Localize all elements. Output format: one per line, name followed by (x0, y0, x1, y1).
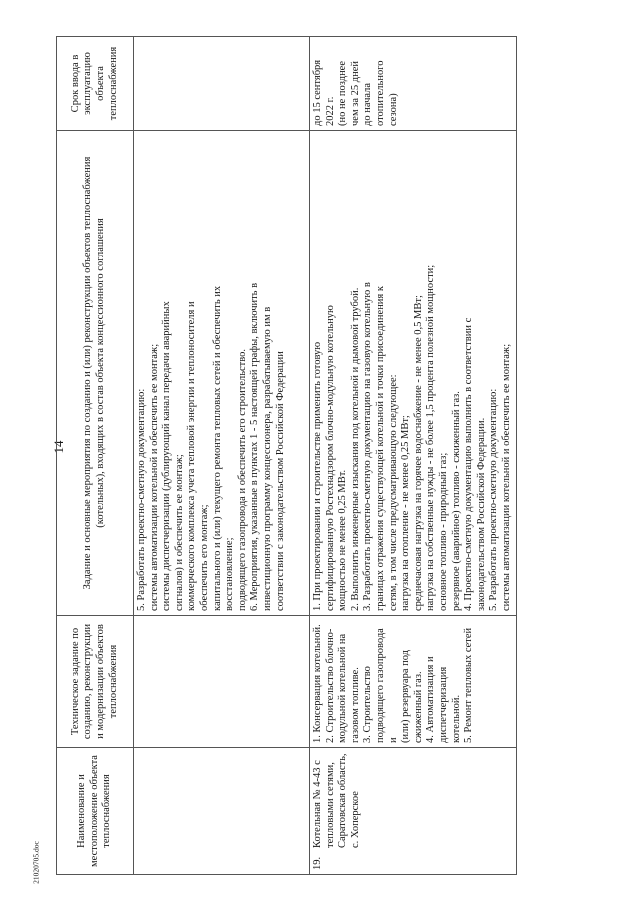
object-name-line: с. Хоперское (349, 791, 361, 848)
table-row-continued (134, 37, 310, 875)
measures-line: сигналов) и обеспечить ее монтаж; (173, 454, 185, 611)
cell-tech-task-continued (134, 616, 310, 748)
deadline-line: сезона) (387, 93, 399, 126)
footer-document-code: 21020705.doc (31, 841, 41, 884)
measures-line: обеспечить его монтаж; (198, 504, 210, 611)
cell-object-name (310, 748, 517, 875)
measures-line: 1. При проектировании и строительстве применить готовую (312, 341, 323, 611)
measures-line: среднечасовая нагрузка на горячее водоснабжение - не менее 0,5 МВт; (412, 295, 424, 611)
cell-name-continued (134, 748, 310, 875)
measures-line: 2. Выполнить инженерные изыскания под котельной и дымовой трубой. (349, 287, 361, 611)
cell-technical-task (310, 616, 517, 748)
deadline-line: до 15 сентября (312, 59, 323, 126)
measures-line: 4. Проектно-сметную документацию выполнить в соответствии с (463, 317, 475, 611)
measures-line: мощностью не менее 0,25 МВт. (337, 469, 349, 611)
tech-task-line: модульной котельной на (337, 633, 349, 743)
tech-task-line: 5. Ремонт тепловых сетей (463, 627, 475, 743)
tech-task-line: подводящего газопровода и (374, 628, 399, 743)
measures-line: нагрузка на собственные нужды - не более 1,5 процента полезной мощности; (425, 264, 437, 611)
measures-line: капитального и (или) текущего ремонта тепловых сетей и обеспечить их (211, 285, 223, 611)
measures-line: границах отражения существующей котельной и точки присоединения к (374, 286, 386, 611)
measures-line: сетям, в том числе предусматривающую следующее: (387, 374, 399, 611)
deadline-line: чем за 25 дней (349, 60, 361, 126)
measures-line: инвестиционную программу концессионера, разрабатываемую им в (261, 306, 273, 611)
table-row-19 (310, 37, 517, 875)
measures-line: соответствии с законодательством Российской Федерации (274, 351, 286, 611)
measures-line: нагрузка на отопление - не менее 0,25 МВт; (400, 415, 412, 611)
deadline-line: 2022 г. (324, 96, 336, 126)
tech-task-line: сжиженный газ. (412, 671, 424, 743)
measures-line: 5. Разработать проектно-сметную документацию: (488, 388, 500, 611)
deadline-line: (но не позднее (337, 60, 349, 126)
measures-line: 3. Разработать проектно-сметную документацию на газовую котельную в (362, 282, 374, 611)
page-number: 14 (51, 440, 66, 454)
measures-line: системы автоматизации котельной и обеспечить ее монтаж; (148, 343, 160, 611)
deadline-line: отопительного (374, 60, 386, 126)
cell-measures (310, 131, 517, 616)
object-name-line: Котельная № 4-43 с (312, 760, 323, 848)
measures-line: коммерческого комплекса учета тепловой энергии и теплоносителя и (186, 301, 198, 611)
measures-line: сертифицированную Ростехнадзором блочно-модульную котельную (324, 305, 336, 611)
measures-line: подводящего газопровода и обеспечить его строительство. (236, 348, 248, 611)
tech-task-line: 2. Строительство блочно- (324, 628, 336, 743)
measures-line: системы автоматизации котельной и обеспечить ее монтаж; (500, 343, 512, 611)
cell-deadline-continued (134, 37, 310, 131)
cell-commissioning-deadline (310, 37, 517, 131)
measures-line: резервное (аварийное) топливо - сжиженный газ. (450, 391, 462, 611)
measures-line: 5. Разработать проектно-сметную документацию: (136, 388, 147, 611)
tech-task-line: 4. Автоматизация и (425, 656, 437, 743)
concession-objects-table (56, 36, 517, 875)
rotated-table-container (56, 37, 579, 875)
header-object-name: Наименование и местоположение объекта теплоснабжения (57, 748, 134, 875)
header-measures: Задание и основные мероприятия по созданию и (или) реконструкции объектов теплоснабжения (котельных), входящих в состав объекта концессионного соглашения (57, 131, 134, 616)
tech-task-line: (или) резервуара под (400, 649, 412, 743)
tech-task-line: 1. Консервация котельной. (312, 624, 323, 743)
object-name-line: Саратовская область, (337, 753, 349, 848)
measures-line: законодательством Российской Федерации. (475, 417, 487, 611)
cell-measures-continued (134, 131, 310, 616)
deadline-line: до начала (362, 82, 374, 126)
table-header-row (57, 37, 134, 875)
measures-line: 6. Мероприятия, указанные в пунктах 1 - 5 настоящей графы, включить в (249, 282, 261, 611)
object-name-line: тепловыми сетями, (324, 762, 336, 848)
row-number: 19. (312, 856, 323, 870)
measures-line: основное топливо - природный газ; (437, 452, 449, 611)
tech-task-line: газовом топливе. (349, 667, 361, 743)
header-commissioning-deadline: Срок ввода в эксплуатацию объекта теплоснабжения (57, 37, 134, 131)
measures-line: восстановление; (224, 537, 236, 611)
tech-task-line: диспетчеризация котельной. (437, 666, 462, 743)
measures-line: системы диспетчеризации (дублирующий канал передачи аварийных (161, 301, 173, 611)
header-technical-task: Техническое задание по созданию, реконструкции и модернизации объектов теплоснабжения (57, 616, 134, 748)
tech-task-line: 3. Строительство (362, 666, 374, 743)
